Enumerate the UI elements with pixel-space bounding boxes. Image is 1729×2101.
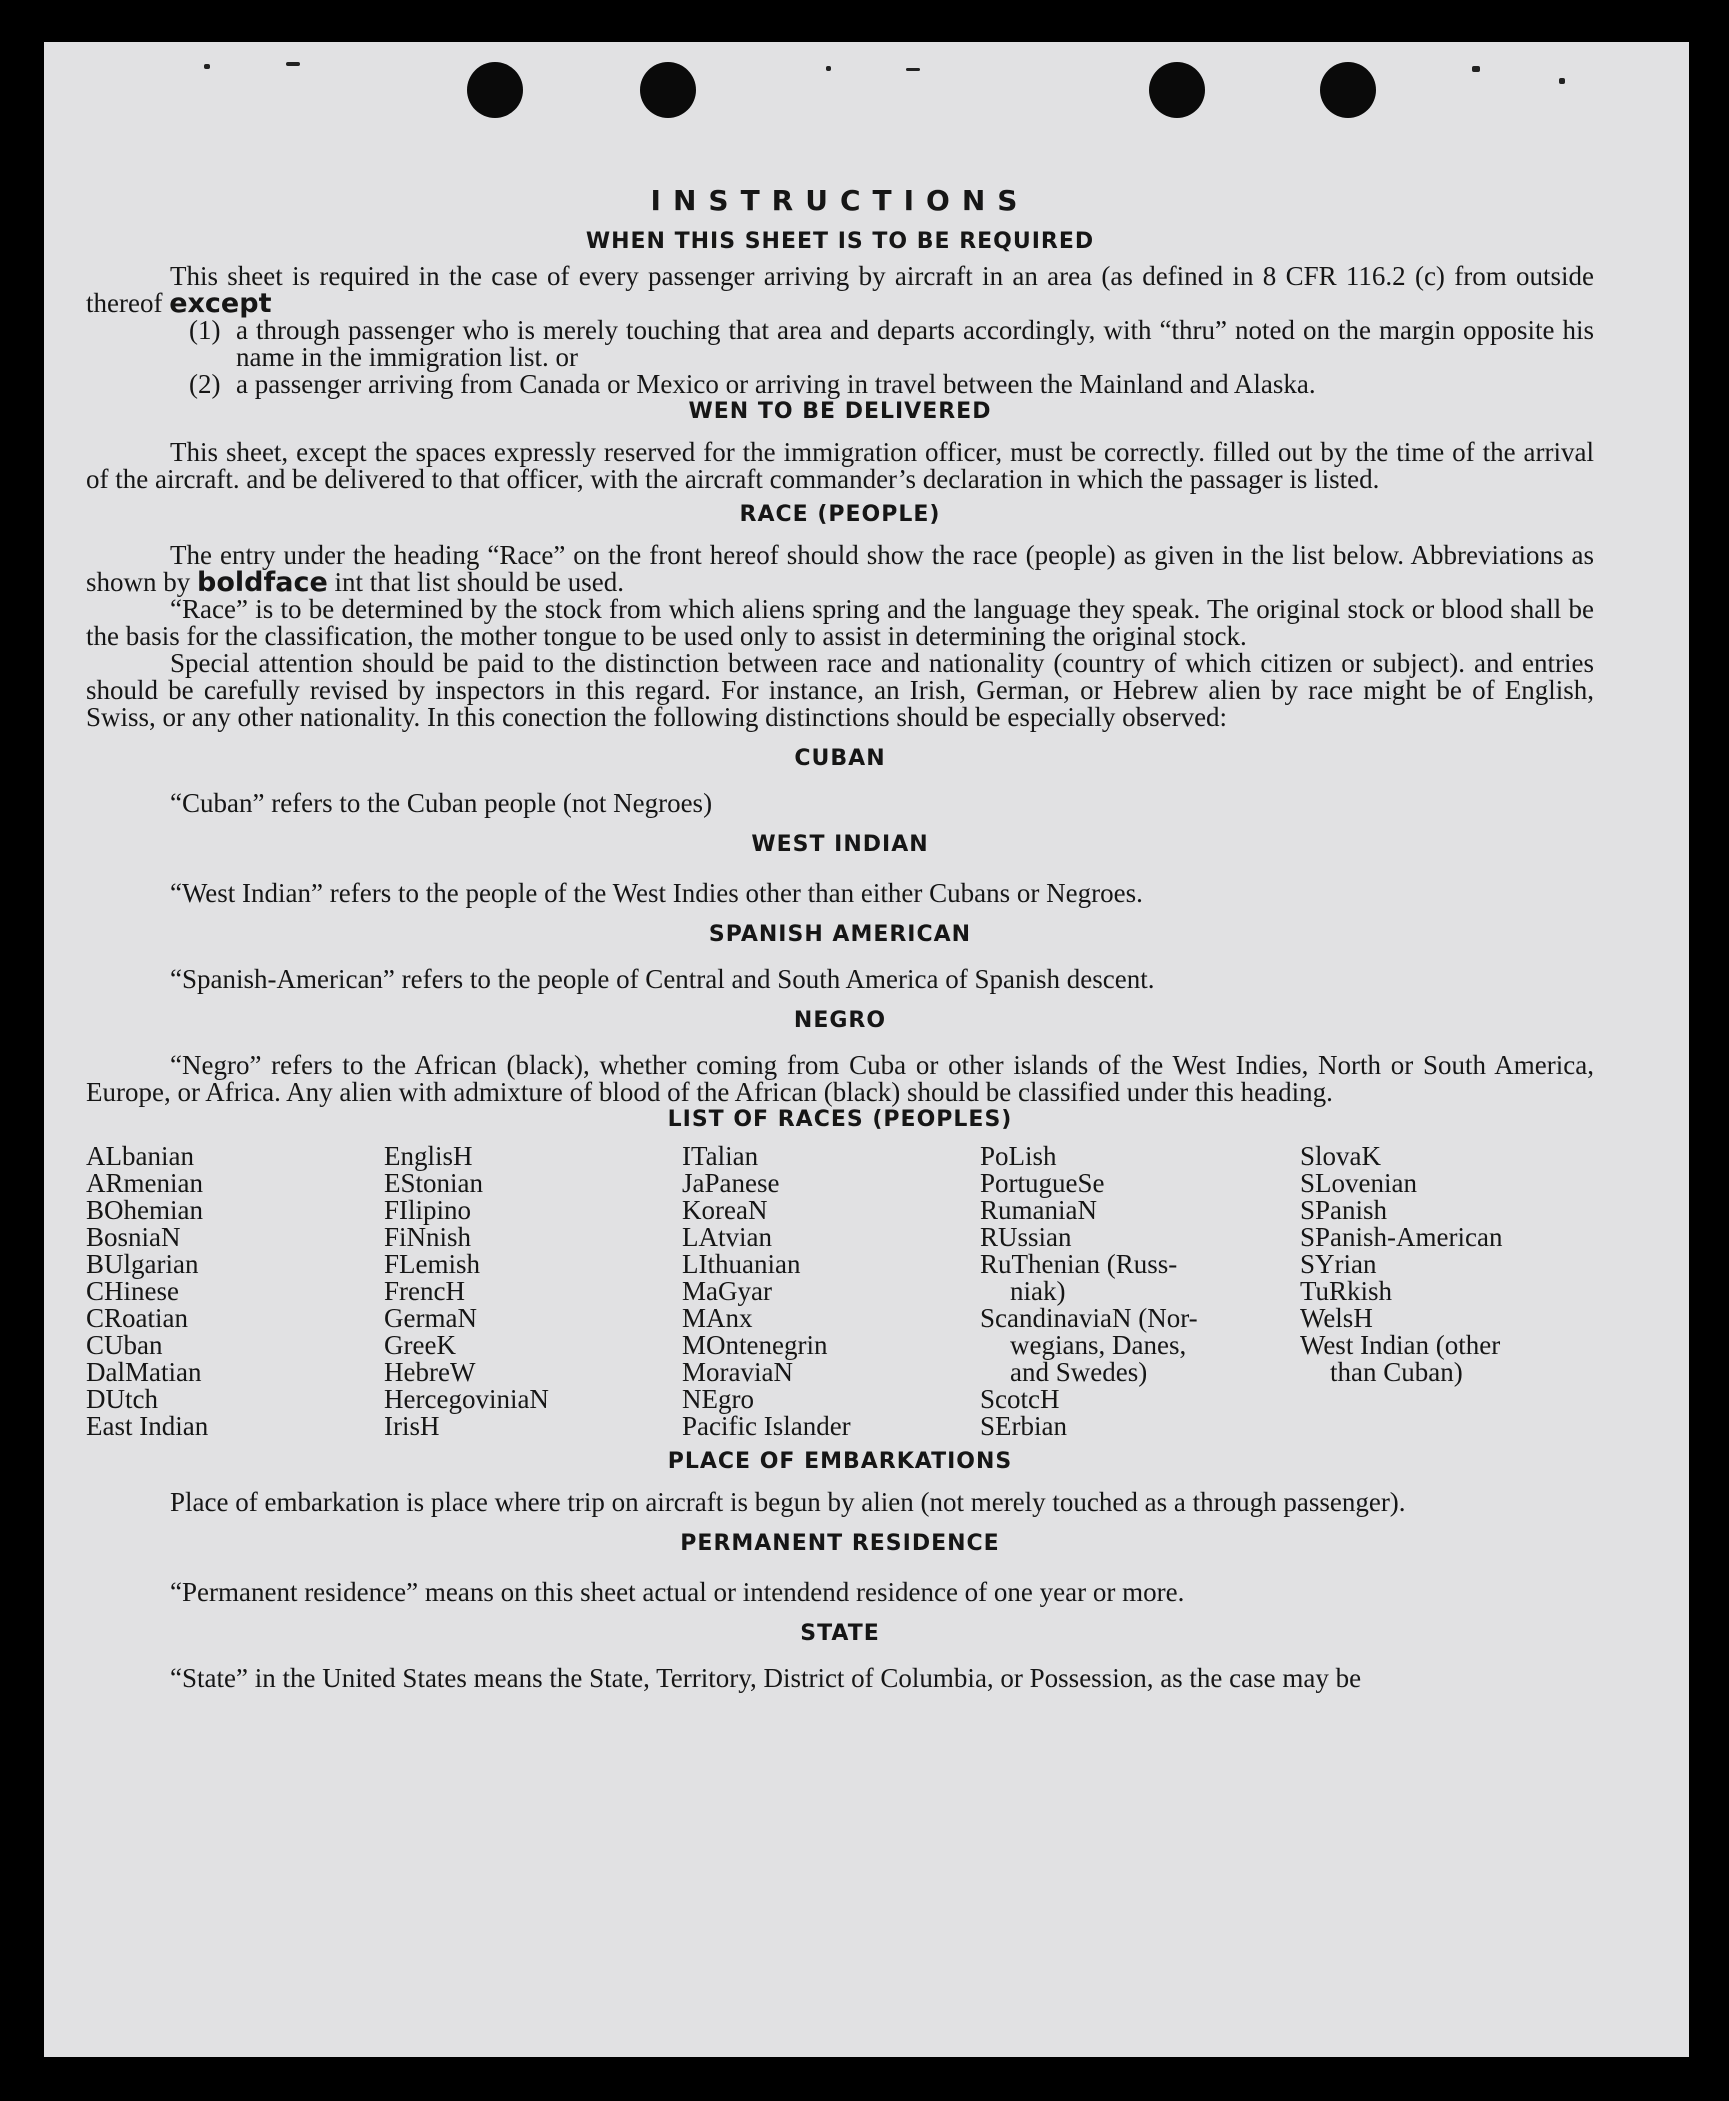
negro-heading: NEGRO [793,1008,887,1033]
race-item: FiNnish [384,1222,472,1252]
race-column [1300,1143,1598,1440]
race-item: CUban [86,1330,163,1360]
race-item: PortugueSe [980,1168,1105,1198]
race-item: East Indian [86,1411,209,1441]
speck-mark [1559,78,1565,84]
exception-item: (2) a passenger arriving from Canada or Mexico or arriving in travel between the Mainland and Alaska. [189,369,1316,399]
list-of-races-heading: LIST OF RACES (PEOPLES) [667,1107,1013,1132]
race-item: IrisH [384,1411,440,1441]
race-item: SErbian [980,1411,1067,1441]
document-page [44,42,1689,2057]
race-item: HebreW [384,1357,476,1387]
race-item: SPanish [1300,1195,1388,1225]
place-of-embarkation-paragraph: Place of embarkation is place where trip on aircraft is begun by alien (not merely touched as a through passenger). [170,1487,1406,1517]
speck-mark [906,68,920,71]
race-item: ITalian [682,1141,759,1171]
race-column [384,1143,682,1440]
punch-hole [467,62,523,118]
race-paragraph: The entry under the heading “Race” on the front hereof should show the race (people) as given in the list below. Abbreviations as shown by boldface int that list should be used. [86,540,1594,598]
race-item: RUssian [980,1222,1072,1252]
race-item: CRoatian [86,1303,188,1333]
race-item: GermaN [384,1303,477,1333]
west-indian-heading: WEST INDIAN [751,832,929,857]
race-item: BosniaN [86,1222,181,1252]
race-column [980,1143,1300,1440]
race-item-continuation: wegians, Danes, [1010,1330,1187,1360]
race-item: ALbanian [86,1141,194,1171]
race-item: MOntenegrin [682,1330,828,1360]
race-column [86,1143,384,1440]
race-paragraph: Special attention should be paid to the distinction between race and nationality (country of which citizen or subject). and entries should be carefully revised by inspectors in this regard. For instance, an Irish, German, or Hebrew alien by race might be of English, Swiss, or any other nationality. In this conection the following distinctions should be especially observed: [86,648,1594,732]
race-item: LIthuanian [682,1249,801,1279]
speck-mark [286,62,300,66]
race-item: SYrian [1300,1249,1377,1279]
race-column [682,1143,980,1440]
race-item-continuation: niak) [1010,1276,1066,1306]
race-item: BUlgarian [86,1249,199,1279]
when-required-heading: WHEN THIS SHEET IS TO BE REQUIRED [585,229,1095,254]
permanent-residence-paragraph: “Permanent residence” means on this sheet actual or intendend residence of one year or more. [170,1577,1185,1607]
race-item: MaGyar [682,1276,772,1306]
permanent-residence-heading: PERMANENT RESIDENCE [680,1531,1000,1556]
negro-paragraph: “Negro” refers to the African (black), whether coming from Cuba or other islands of the West Indies, North or South America, Europe, or Africa. Any alien with admixture of blood of the African (black) should be classified under this heading. [86,1050,1594,1107]
race-item: LAtvian [682,1222,772,1252]
race-item: SLovenian [1300,1168,1417,1198]
race-item: EStonian [384,1168,483,1198]
race-item: FLemish [384,1249,481,1279]
spanish-american-heading: SPANISH AMERICAN [708,922,972,947]
race-item: EnglisH [384,1141,473,1171]
boldface-word: boldface [197,567,328,598]
race-item: MAnx [682,1303,753,1333]
race-item: FIlipino [384,1195,472,1225]
cuban-heading: CUBAN [794,746,886,771]
cuban-paragraph: “Cuban” refers to the Cuban people (not Negroes) [170,788,713,818]
race-item: WelsH [1300,1303,1373,1333]
punch-hole [1149,62,1205,118]
race-item: SPanish-American [1300,1222,1503,1252]
race-item: RumaniaN [980,1195,1097,1225]
speck-mark [204,64,210,69]
race-item-continuation: and Swedes) [1010,1357,1148,1387]
race-item: ARmenian [86,1168,203,1198]
race-item: West Indian (other [1300,1330,1501,1360]
race-item: KoreaN [682,1195,768,1225]
race-item: JaPanese [682,1168,780,1198]
spanish-american-paragraph: “Spanish-American” refers to the people of Central and South America of Spanish descent. [170,964,1155,994]
race-item: DUtch [86,1384,158,1414]
when-required-paragraph: This sheet is required in the case of every passenger arriving by aircraft in an area (as defined in 8 CFR 116.2 (c) from outside thereof except [86,261,1594,319]
race-item: BOhemian [86,1195,203,1225]
place-of-embarkation-heading: PLACE OF EMBARKATIONS [667,1449,1013,1474]
race-item: GreeK [384,1330,456,1360]
state-heading: STATE [800,1621,880,1646]
race-list [86,1143,1598,1440]
race-item: ScandinaviaN (Nor- [980,1303,1198,1333]
west-indian-paragraph: “West Indian” refers to the people of the West Indies other than either Cubans or Negroes. [170,878,1143,908]
except-word: except [169,288,272,319]
race-item: FrencH [384,1276,465,1306]
speck-mark [1472,66,1480,72]
exception-item: (1) a through passenger who is merely touching that area and departs accordingly, with “thru” noted on the margin opposite his name in the immigration list. or [189,315,1594,372]
race-item: RuThenian (Russ- [980,1249,1178,1279]
instructions-content [86,184,1594,1693]
race-item: MoraviaN [682,1357,793,1387]
race-item: TuRkish [1300,1276,1393,1306]
race-item: DalMatian [86,1357,202,1387]
punch-hole [1320,62,1376,118]
race-paragraph: “Race” is to be determined by the stock from which aliens spring and the language they speak. The original stock or blood shall be the basis for the classification, the mother tongue to be used only to assist in determining the original stock. [86,594,1594,651]
race-item: PoLish [980,1141,1057,1171]
punch-hole [640,62,696,118]
when-delivered-heading: WEN TO BE DELIVERED [688,399,992,424]
race-item-continuation: than Cuban) [1330,1357,1463,1387]
race-item: SlovaK [1300,1141,1381,1171]
race-heading: RACE (PEOPLE) [739,502,941,527]
race-item: NEgro [682,1384,754,1414]
race-item: CHinese [86,1276,179,1306]
race-item: Pacific Islander [682,1411,851,1441]
race-item: HercegoviniaN [384,1384,549,1414]
race-item: ScotcH [980,1384,1060,1414]
instructions-heading: INSTRUCTIONS [650,184,1030,217]
when-delivered-paragraph: This sheet, except the spaces expressly reserved for the immigration officer, must be correctly. filled out by the time of the arrival of the aircraft. and be delivered to that officer, with the aircraft commander’s declaration in which the passager is listed. [86,437,1594,494]
speck-mark [826,66,831,71]
state-paragraph: “State” in the United States means the State, Territory, District of Columbia, or Possession, as the case may be [170,1663,1362,1693]
